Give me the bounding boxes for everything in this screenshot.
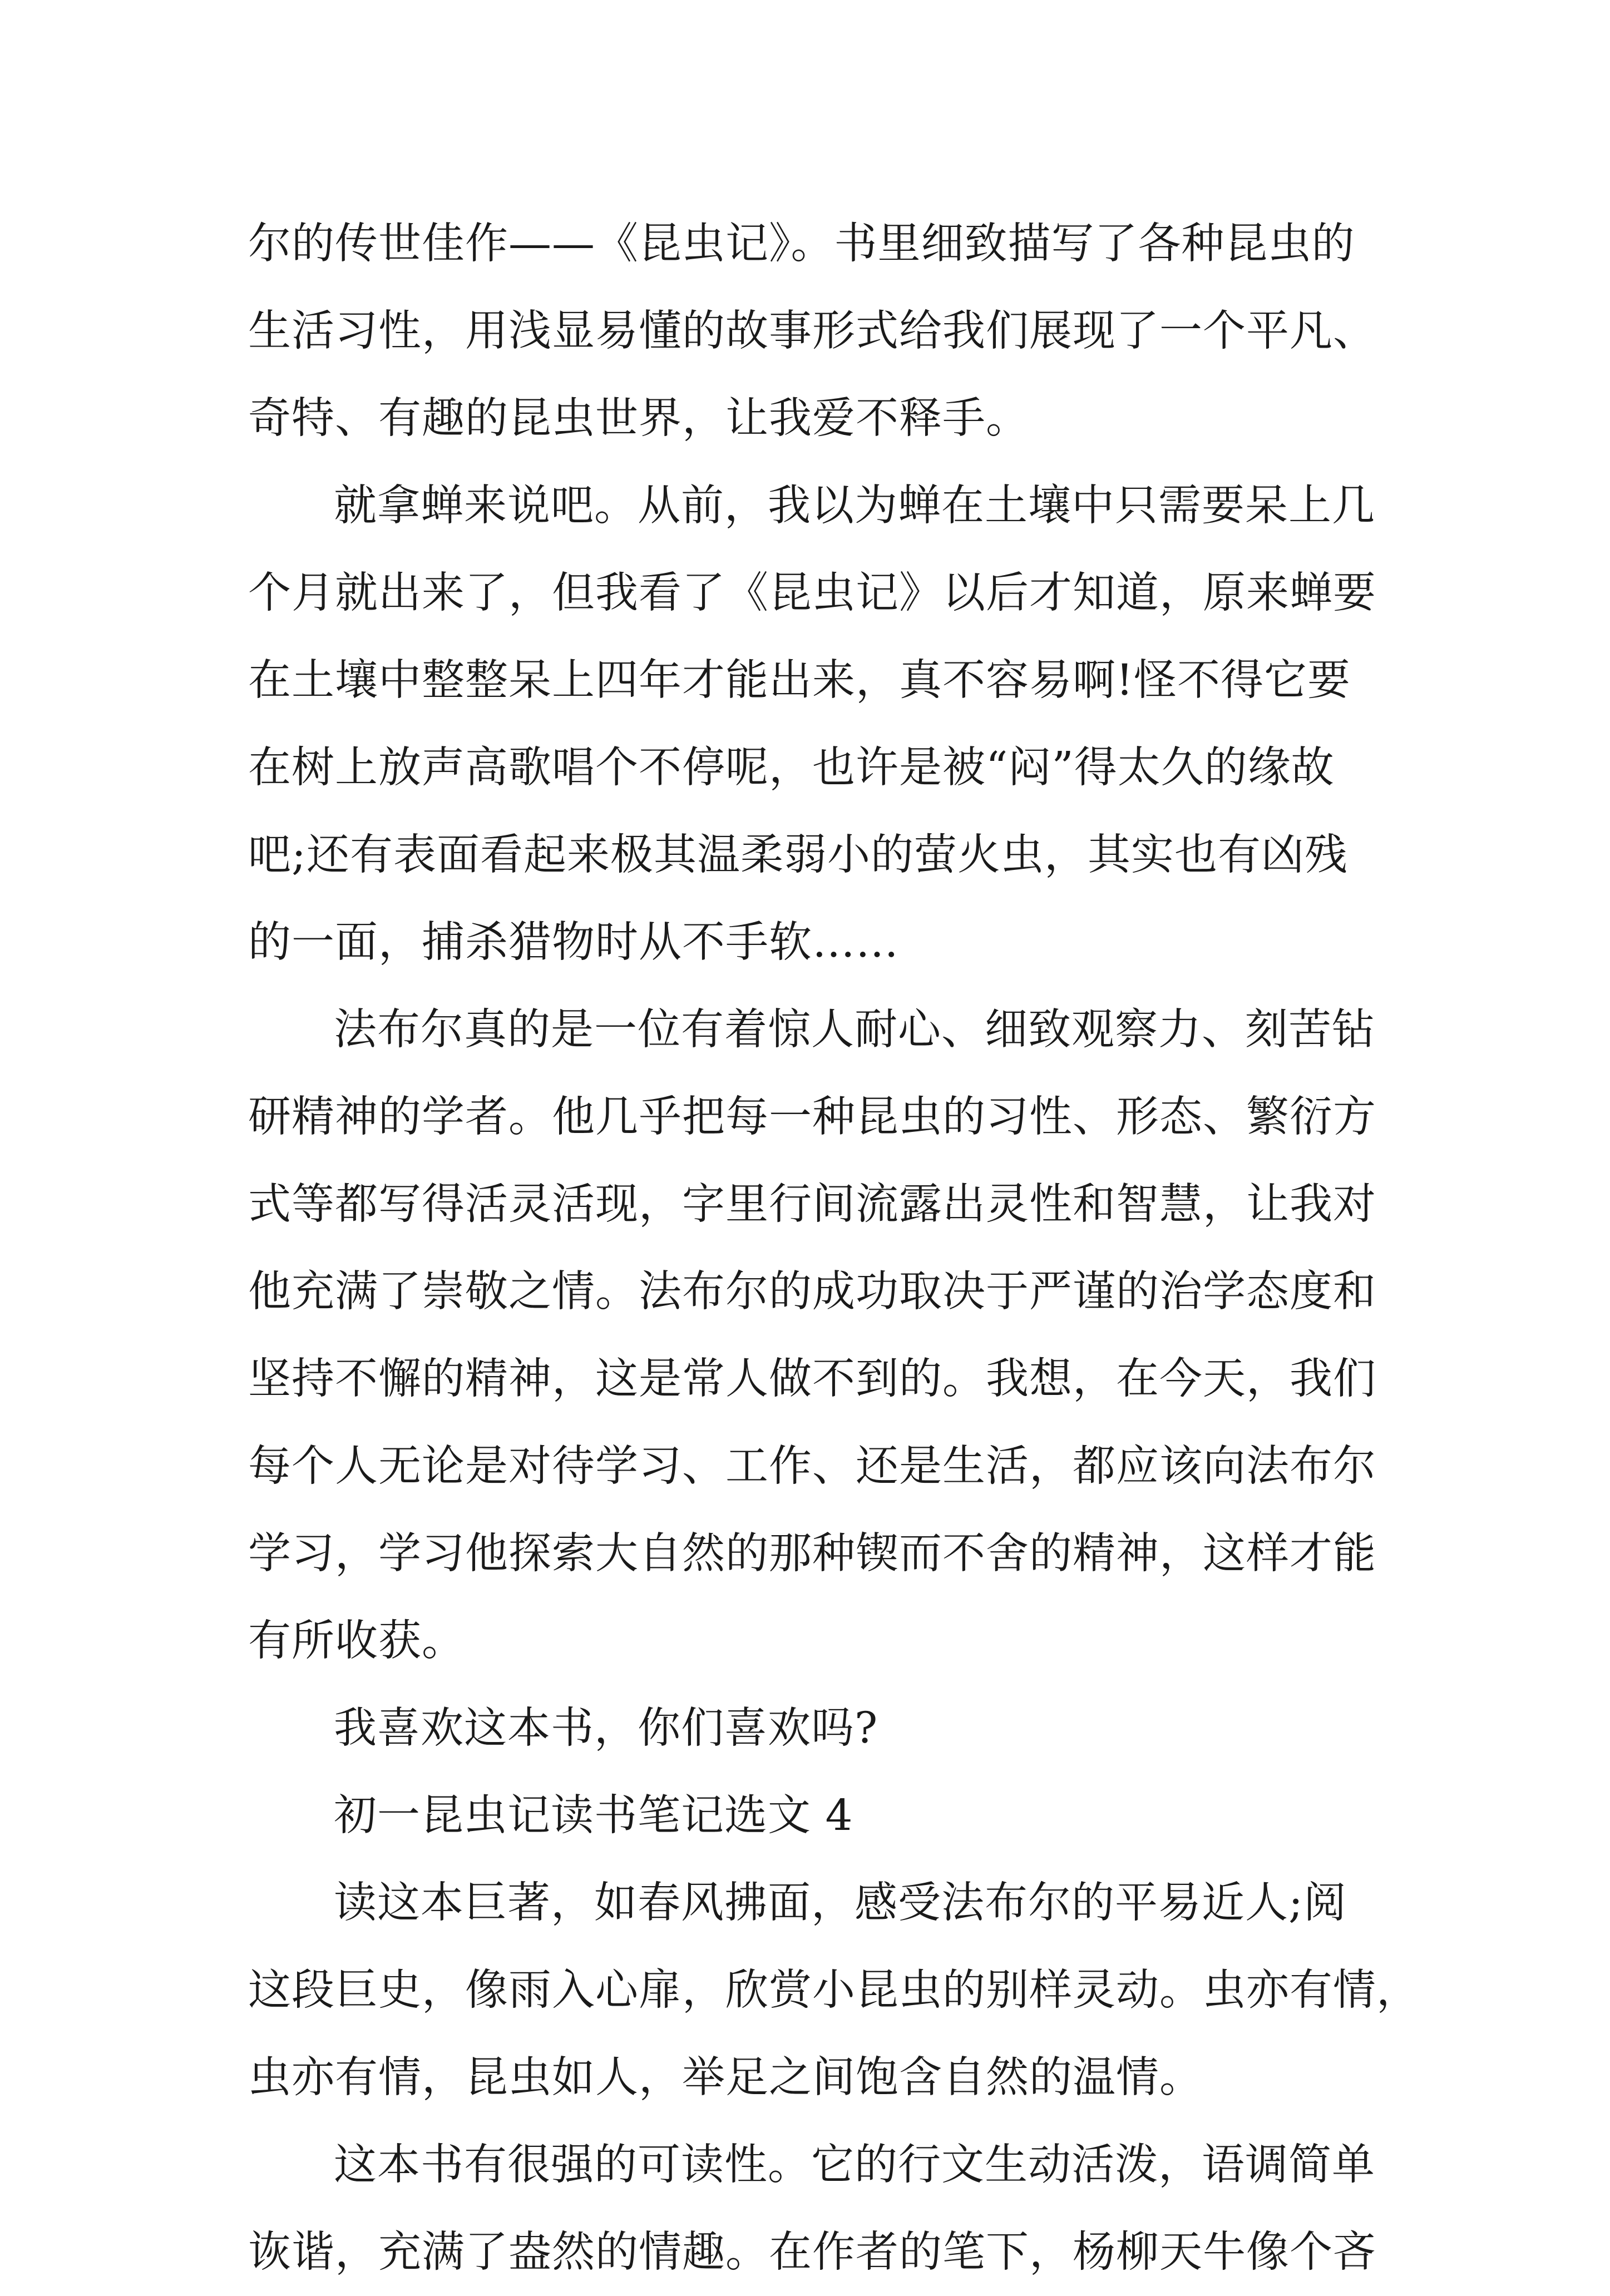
text-line: 尔的传世佳作——《昆虫记》。书里细致描写了各种昆虫的 <box>248 219 1355 269</box>
text-line: 式等都写得活灵活现，字里行间流露出灵性和智慧，让我对 <box>248 1180 1376 1229</box>
text-line: 坚持不懈的精神，这是常人做不到的。我想，在今天，我们 <box>248 1354 1376 1404</box>
text-line: 学习，学习他探索大自然的那种锲而不舍的精神，这样才能 <box>248 1529 1376 1578</box>
text-line: 的一面，捕杀猎物时从不手软…… <box>248 918 899 967</box>
section-heading: 初一昆虫记读书笔记选文 4 <box>334 1791 853 1840</box>
document-body <box>248 200 1420 2296</box>
text-line: 诙谐，充满了盎然的情趣。在作者的笔下，杨柳天牛像个吝 <box>248 2228 1376 2277</box>
text-line: 生活习性，用浅显易懂的故事形式给我们展现了一个平凡、 <box>248 306 1376 356</box>
paragraph-start-line: 读这本巨著，如春风拂面，感受法布尔的平易近人;阅 <box>334 1878 1347 1928</box>
text-line: 在树上放声高歌唱个不停呢，也许是被“闷”得太久的缘故 <box>248 743 1335 793</box>
text-line: 个月就出来了，但我看了《昆虫记》以后才知道，原来蝉要 <box>248 568 1376 618</box>
paragraph-start-line: 就拿蝉来说吧。从前，我以为蝉在土壤中只需要呆上几 <box>334 481 1375 531</box>
text-line: 奇特、有趣的昆虫世界，让我爱不释手。 <box>248 394 1029 443</box>
text-line: 每个人无论是对待学习、工作、还是生活，都应该向法布尔 <box>248 1442 1376 1491</box>
text-line: 他充满了崇敬之情。法布尔的成功取决于严谨的治学态度和 <box>248 1267 1376 1317</box>
text-line: 研精神的学者。他几乎把每一种昆虫的习性、形态、繁衍方 <box>248 1092 1376 1142</box>
paragraph-start-line: 这本书有很强的可读性。它的行文生动活泼，语调简单 <box>334 2140 1375 2190</box>
text-line: 吧;还有表面看起来极其温柔弱小的萤火虫，其实也有凶残 <box>248 830 1348 880</box>
paragraph-start-line: 我喜欢这本书，你们喜欢吗? <box>334 1704 878 1753</box>
text-line: 这段巨史，像雨入心扉，欣赏小昆虫的别样灵动。虫亦有情， <box>248 1966 1420 2015</box>
paragraph-start-line: 法布尔真的是一位有着惊人耐心、细致观察力、刻苦钻 <box>334 1005 1375 1055</box>
text-line: 有所收获。 <box>248 1616 465 1666</box>
text-line: 虫亦有情，昆虫如人，举足之间饱含自然的温情。 <box>248 2053 1203 2102</box>
text-line: 在土壤中整整呆上四年才能出来，真不容易啊!怪不得它要 <box>248 656 1351 705</box>
